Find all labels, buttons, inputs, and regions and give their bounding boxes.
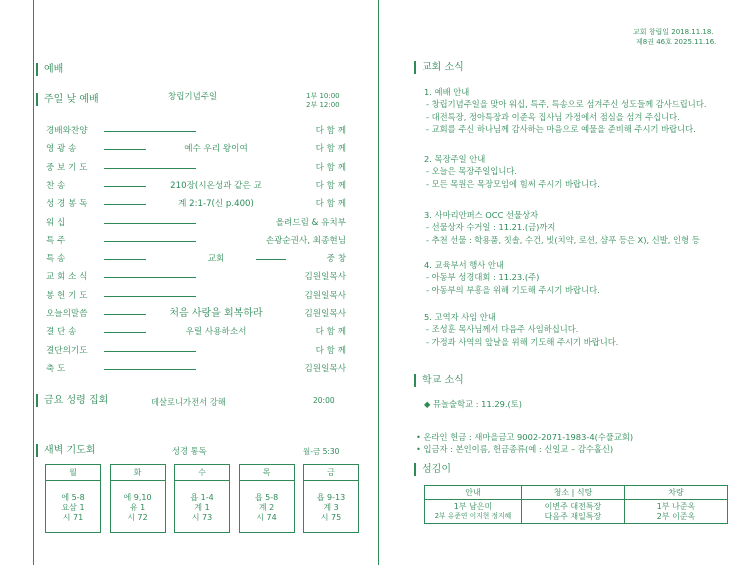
serving-cell — [425, 500, 522, 524]
week-reading: 욥 1-4 — [190, 492, 214, 502]
order-line — [104, 149, 146, 150]
order-person: 다 함 께 — [315, 144, 346, 155]
friday-meeting-title: 금요 성령 집회 — [36, 394, 108, 407]
serving-header-vehicle: 차량 — [624, 486, 727, 500]
order-person: 다 함 께 — [315, 162, 346, 173]
worship-order-row — [46, 289, 346, 303]
order-label: 특 주 — [46, 235, 66, 246]
week-reading-cell — [110, 481, 165, 533]
order-label: 오늘의말씀 — [46, 309, 88, 319]
week-reading: 에 5-8 — [61, 492, 85, 502]
news-item-line: - 모든 목원은 목장모임에 힘써 주시기 바랍니다. — [426, 178, 600, 189]
worship-order-row — [46, 252, 346, 266]
serving-table — [424, 485, 728, 524]
order-content: 예수 우리 왕이여 — [184, 144, 248, 155]
giving-depositor: • 입금자 : 본인이름, 헌금종류(예 : 신일교 – 감수홀신) — [416, 444, 614, 454]
serving-vehicle-1: 1부 나준옥 — [656, 502, 696, 511]
news-item-title: 5. 고역자 사임 안내 — [424, 312, 496, 322]
order-person: 다 함 께 — [315, 180, 346, 191]
week-reading-cell — [46, 481, 101, 533]
worship-order-row — [46, 325, 346, 339]
serving-cleaning-2: 다음주 재일특장 — [544, 511, 602, 521]
news-section-title: 교회 소식 — [414, 61, 464, 74]
news-item-line: - 아동부 성경대회 : 11.23.(주) — [426, 272, 540, 283]
order-line — [104, 204, 146, 205]
dawn-prayer-title: 새벽 기도회 — [36, 444, 95, 457]
news-item — [424, 86, 706, 135]
week-reading: 시 71 — [62, 512, 84, 522]
order-person: 김원일목사 — [304, 272, 346, 283]
order-content: 우릴 사용하소서 — [185, 327, 247, 338]
worship-order-row — [46, 270, 346, 284]
week-day-label: 목 — [239, 465, 294, 481]
week-reading: 욥 5-8 — [254, 492, 279, 502]
order-line — [104, 332, 146, 333]
news-item — [424, 311, 618, 348]
week-reading: 시 72 — [127, 512, 148, 522]
week-reading-cell — [175, 481, 230, 533]
week-day-label: 화 — [110, 465, 165, 481]
order-content: 210장(시온성과 같은 교 — [170, 180, 262, 191]
order-line — [104, 186, 146, 187]
week-reading: 계 3 — [323, 502, 339, 512]
school-section-title: 학교 소식 — [414, 374, 464, 387]
week-day-box — [239, 464, 295, 533]
news-item-line: - 오늘은 목장주일입니다. — [426, 166, 518, 177]
sunday-time-1: 1부 10:00 — [306, 92, 340, 100]
week-reading: 시 73 — [191, 512, 213, 522]
order-label: 영 광 송 — [46, 144, 77, 155]
news-item-title: 1. 예배 안내 — [424, 87, 470, 97]
news-item-line: - 조성훈 목사님께서 다음주 사임하십니다. — [426, 324, 579, 335]
order-person: 다 함 께 — [315, 327, 346, 338]
week-reading-cell — [304, 481, 359, 533]
order-line — [104, 314, 146, 315]
online-giving: • 온라인 헌금 : 새마을금고 9002-2071-1983-4(수풀교회) — [416, 432, 634, 442]
sunday-worship-name: 창립기념주일 — [168, 92, 218, 102]
news-item — [424, 259, 600, 296]
order-label: 봉 헌 기 도 — [46, 290, 88, 301]
worship-order-row — [46, 197, 346, 211]
order-label: 결단의기도 — [46, 345, 88, 356]
news-item-line: - 교회를 주신 하나님께 감사하는 마음으로 예물을 준비해 주시기 바랍니다. — [426, 123, 696, 134]
order-label: 결 단 송 — [46, 327, 77, 338]
worship-order-row — [46, 142, 346, 156]
week-reading: 계 2 — [258, 502, 275, 512]
week-reading-cell — [239, 481, 294, 533]
order-person: 다 함 께 — [315, 345, 346, 356]
serving-cell — [521, 500, 624, 524]
serving-guide-1: 1부 남은미 — [453, 502, 493, 511]
week-reading: 유 1 — [129, 502, 146, 512]
friday-meeting-subject: 데살로니가전서 강해 — [151, 397, 226, 407]
order-line — [104, 131, 196, 132]
week-reading: 에 9,10 — [123, 492, 152, 502]
founded-date: 교회 창립일 2018.11.18. — [633, 28, 714, 36]
order-line — [104, 277, 196, 278]
order-label: 중 보 기 도 — [46, 162, 88, 173]
order-person: 중 창 — [326, 254, 346, 265]
order-person: 다 함 께 — [315, 199, 346, 210]
order-line — [104, 351, 196, 352]
worship-order-row — [46, 362, 346, 376]
dawn-prayer-time: 월-금 5:30 — [303, 447, 340, 456]
order-person: 올려드림 & 유치부 — [275, 217, 346, 228]
order-person: 손광순권사, 최종현님 — [265, 235, 346, 246]
serving-section-title: 섬김이 — [414, 463, 451, 476]
worship-order-row — [46, 124, 346, 138]
week-reading: 시 75 — [320, 512, 342, 522]
week-reading: 시 74 — [256, 512, 277, 522]
order-label: 워 십 — [46, 217, 66, 228]
news-item-line: - 대전특장, 정아특장과 이준옥 집사님 가정에서 점심을 섬겨 주십니다. — [426, 111, 680, 122]
worship-section-title: 예배 — [36, 63, 63, 76]
page-left-rule — [33, 0, 34, 565]
order-line — [104, 369, 196, 370]
page-center-rule — [378, 0, 379, 565]
order-person: 다 함 께 — [315, 126, 346, 136]
order-line — [256, 259, 286, 260]
order-content: 처음 사랑을 회복하라 — [169, 308, 263, 319]
news-item-title: 4. 교육부서 행사 안내 — [424, 260, 504, 270]
week-reading: 욥 9-13 — [316, 492, 346, 502]
worship-order-row — [46, 307, 346, 321]
order-line — [104, 259, 146, 260]
news-item-title: 3. 사마리안퍼스 OCC 선물상자 — [424, 210, 539, 220]
worship-order-row — [46, 179, 346, 193]
worship-order-row — [46, 216, 346, 230]
order-label: 교 회 소 식 — [46, 272, 88, 283]
news-item-line: - 선물상자 수거일 : 11.21.(금)까지 — [426, 222, 556, 233]
order-content: 교회 — [207, 254, 225, 265]
news-item-line: - 창립기념주일을 맞아 워십, 특주, 특송으로 섬겨주신 성도들께 감사드립니다. — [426, 99, 707, 110]
news-item-title: 2. 목장주일 안내 — [424, 154, 486, 164]
week-day-label: 수 — [175, 465, 230, 481]
week-reading: 계 1 — [194, 502, 210, 512]
order-person: 김원일목사 — [304, 309, 346, 319]
order-label: 특 송 — [46, 254, 66, 265]
order-label: 경배와찬양 — [46, 126, 88, 136]
order-label: 성 경 봉 독 — [46, 199, 88, 210]
news-item-line: - 아동부의 부흥을 위해 기도해 주시기 바랍니다. — [426, 284, 600, 295]
friday-meeting-time: 20:00 — [313, 396, 335, 405]
order-line — [104, 296, 196, 297]
serving-header-guide: 안내 — [425, 486, 522, 500]
issue-number: 제8권 46호 2025.11.16. — [636, 38, 717, 46]
week-reading: 요삼 1 — [61, 502, 85, 512]
week-day-box — [303, 464, 359, 533]
school-item: ◆ 뮤놀술학교 : 11.29.(토) — [424, 399, 523, 409]
sunday-time-2: 2부 12:00 — [306, 101, 340, 109]
news-item-line: - 가정과 사역의 앞날을 위해 기도해 주시기 바랍니다. — [426, 336, 619, 347]
week-day-label: 월 — [46, 465, 101, 481]
week-day-box — [45, 464, 101, 533]
serving-cleaning-1: 이변주 대전특장 — [544, 502, 602, 511]
order-person: 김원일목사 — [304, 290, 346, 301]
order-label: 축 도 — [46, 363, 66, 374]
order-content: 계 2:1-7(신 p.400) — [178, 199, 254, 210]
order-line — [104, 168, 196, 169]
order-label: 찬 송 — [46, 180, 66, 191]
week-day-box — [174, 464, 230, 533]
news-item-line: - 추천 선물 : 학용품, 칫솔, 수건, 빗(치약, 로션, 샴푸 등은 X), 신발, 인형 등 — [426, 234, 700, 245]
serving-guide-2: 2부 유준연 이지현 정지혜 — [434, 511, 512, 520]
dawn-prayer-subject: 성경 통독 — [172, 446, 207, 456]
order-person: 김원일목사 — [304, 363, 346, 374]
serving-vehicle-2: 2부 이준옥 — [656, 511, 696, 521]
order-line — [104, 223, 196, 224]
week-day-label: 금 — [304, 465, 359, 481]
serving-cell — [624, 500, 727, 524]
worship-order-row — [46, 344, 346, 358]
worship-order-row — [46, 234, 346, 248]
worship-order-row — [46, 161, 346, 175]
serving-header-cleaning: 청소 | 식탕 — [521, 486, 624, 500]
order-line — [104, 241, 196, 242]
news-item — [424, 153, 600, 190]
sunday-worship-title: 주일 낮 예배 — [36, 93, 99, 106]
week-day-box — [110, 464, 166, 533]
news-item — [424, 209, 700, 246]
